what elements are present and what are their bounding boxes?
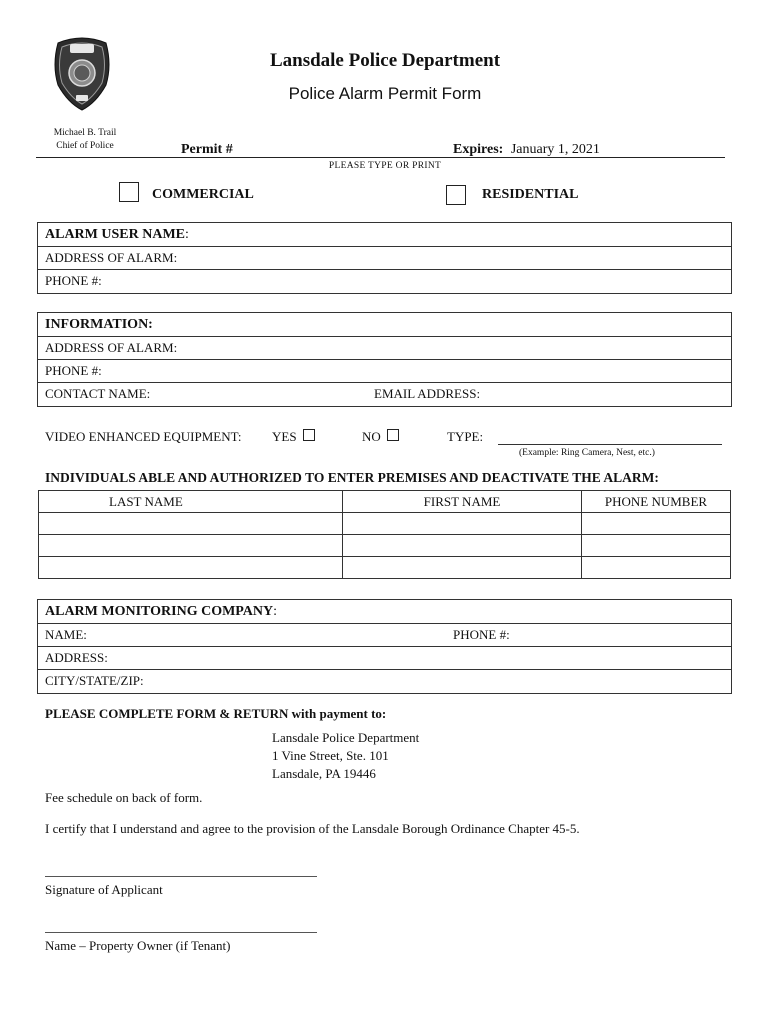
expires-block bbox=[453, 142, 600, 158]
video-equipment-label: VIDEO ENHANCED EQUIPMENT: bbox=[45, 429, 242, 444]
form-subtitle: Police Alarm Permit Form bbox=[288, 84, 482, 103]
monitoring-name-label: NAME: bbox=[45, 627, 87, 642]
cell-phone[interactable] bbox=[582, 513, 731, 535]
table-row[interactable] bbox=[39, 513, 731, 535]
video-yes-label: YES bbox=[272, 429, 297, 444]
expires-value: January 1, 2021 bbox=[510, 142, 600, 157]
video-type-label: TYPE: bbox=[447, 429, 484, 444]
individuals-heading: INDIVIDUALS ABLE AND AUTHORIZED TO ENTER PREMISES AND DEACTIVATE THE ALARM: bbox=[45, 470, 659, 485]
cell-phone[interactable] bbox=[582, 557, 731, 579]
individuals-table bbox=[38, 490, 731, 579]
return-address-line1: Lansdale Police Department bbox=[272, 730, 420, 745]
monitoring-name-phone-row[interactable] bbox=[38, 624, 731, 647]
cell-first-name[interactable] bbox=[343, 513, 582, 535]
email-address-label: EMAIL ADDRESS: bbox=[374, 386, 481, 401]
video-type-line[interactable] bbox=[498, 444, 722, 445]
table-row[interactable] bbox=[39, 535, 731, 557]
department-title: Lansdale Police Department bbox=[269, 50, 501, 71]
expires-label: Expires: bbox=[453, 142, 504, 157]
col-phone-number: PHONE NUMBER bbox=[582, 491, 731, 513]
permit-underline bbox=[36, 157, 725, 158]
contact-name-label: CONTACT NAME: bbox=[45, 386, 151, 401]
individuals-header-row bbox=[39, 491, 731, 513]
monitoring-heading: ALARM MONITORING COMPANY bbox=[45, 604, 274, 619]
video-no-label: NO bbox=[362, 429, 381, 444]
type-or-print-note: PLEASE TYPE OR PRINT bbox=[328, 161, 442, 171]
video-yes-checkbox[interactable] bbox=[303, 429, 315, 441]
fee-schedule-note: Fee schedule on back of form. bbox=[45, 790, 203, 805]
certify-statement: I certify that I understand and agree to the provision of the Lansdale Borough Ordinance Chapter 45-5. bbox=[45, 821, 580, 836]
alarm-user-address-field[interactable] bbox=[38, 247, 731, 270]
information-section bbox=[37, 312, 732, 407]
video-yes-option[interactable] bbox=[272, 429, 315, 445]
residential-label: RESIDENTIAL bbox=[482, 187, 579, 202]
col-last-name: LAST NAME bbox=[39, 491, 343, 513]
alarm-user-heading-row bbox=[38, 223, 731, 247]
information-phone-label: PHONE #: bbox=[45, 363, 102, 378]
owner-name-line[interactable] bbox=[45, 932, 317, 933]
information-address-label: ADDRESS OF ALARM: bbox=[45, 340, 178, 355]
return-address-line3: Lansdale, PA 19446 bbox=[272, 766, 376, 781]
owner-name-label: Name – Property Owner (if Tenant) bbox=[45, 938, 231, 953]
cell-last-name[interactable] bbox=[39, 557, 343, 579]
commercial-label: COMMERCIAL bbox=[152, 187, 254, 202]
return-address-block bbox=[272, 729, 419, 783]
chief-name: Michael B. Trail bbox=[53, 128, 117, 138]
alarm-user-address-label: ADDRESS OF ALARM: bbox=[45, 250, 178, 265]
alarm-user-heading-colon: : bbox=[185, 227, 189, 242]
monitoring-address-field[interactable] bbox=[38, 647, 731, 670]
return-address-line2: 1 Vine Street, Ste. 101 bbox=[272, 748, 389, 763]
monitoring-heading-row bbox=[38, 600, 731, 624]
monitoring-phone-label: PHONE #: bbox=[453, 627, 510, 642]
chief-title: Chief of Police bbox=[56, 141, 114, 151]
applicant-signature-line[interactable] bbox=[45, 876, 317, 877]
monitoring-address-label: ADDRESS: bbox=[45, 650, 108, 665]
applicant-signature-label: Signature of Applicant bbox=[45, 882, 163, 897]
monitoring-heading-colon: : bbox=[273, 604, 278, 619]
video-no-checkbox[interactable] bbox=[387, 429, 399, 441]
information-phone-field[interactable] bbox=[38, 360, 731, 383]
table-row[interactable] bbox=[39, 557, 731, 579]
cell-first-name[interactable] bbox=[343, 557, 582, 579]
cell-last-name[interactable] bbox=[39, 535, 343, 557]
alarm-user-phone-field[interactable] bbox=[38, 270, 731, 293]
alarm-user-section bbox=[37, 222, 732, 294]
information-address-field[interactable] bbox=[38, 337, 731, 360]
commercial-checkbox[interactable] bbox=[119, 182, 139, 202]
information-heading-row bbox=[38, 313, 731, 337]
chief-block bbox=[40, 127, 130, 153]
return-heading: PLEASE COMPLETE FORM & RETURN with payment to: bbox=[45, 706, 387, 721]
video-no-option[interactable] bbox=[362, 429, 399, 445]
monitoring-company-section bbox=[37, 599, 732, 694]
video-type-example: (Example: Ring Camera, Nest, etc.) bbox=[519, 448, 655, 458]
information-contact-email-row[interactable] bbox=[38, 383, 731, 406]
col-first-name: FIRST NAME bbox=[343, 491, 582, 513]
cell-phone[interactable] bbox=[582, 535, 731, 557]
cell-last-name[interactable] bbox=[39, 513, 343, 535]
monitoring-city-label: CITY/STATE/ZIP: bbox=[45, 673, 144, 688]
monitoring-city-field[interactable] bbox=[38, 670, 731, 693]
cell-first-name[interactable] bbox=[343, 535, 582, 557]
alarm-user-phone-label: PHONE #: bbox=[45, 273, 102, 288]
information-heading: INFORMATION: bbox=[45, 317, 153, 332]
residential-checkbox[interactable] bbox=[446, 185, 466, 205]
permit-number-label: Permit # bbox=[181, 142, 233, 157]
alarm-user-heading: ALARM USER NAME bbox=[45, 227, 185, 242]
